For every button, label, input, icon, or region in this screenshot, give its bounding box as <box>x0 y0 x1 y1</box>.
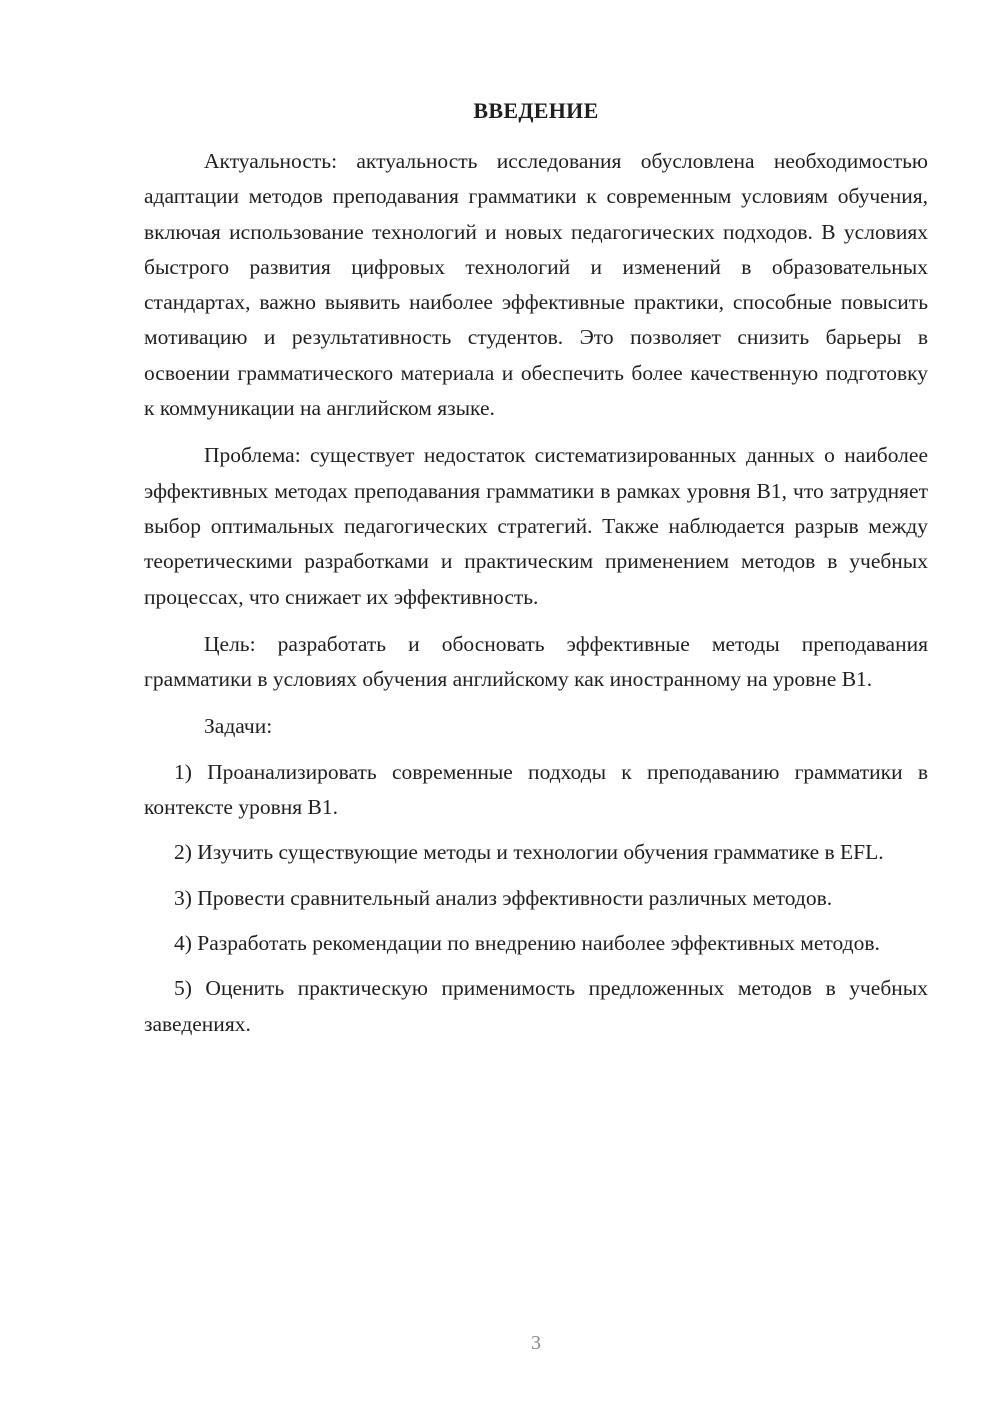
goal-paragraph: Цель: разработать и обосновать эффективные методы преподавания грамматики в условиях обучения английскому как иностранному на уровне B1. <box>144 631 928 692</box>
relevance-paragraph: Актуальность: актуальность исследования обусловлена необходимостью адаптации методов преподавания грамматики к современным условиям обучения, включая использование технологий и новых педагогических подходов. В условиях быстрого развития цифровых технологий и изменений в образовательных стандартах, важно выявить наиболее эффективные практики, способные повысить мотивацию и результативность студентов. Это позволяет снизить барьеры в освоении грамматического материала и обеспечить более качественную подготовку к коммуникации на английском языке. <box>144 149 928 421</box>
task-item: 4) Разработать рекомендации по внедрению наиболее эффективных методов. <box>174 930 880 955</box>
page-number: 3 <box>531 1332 541 1354</box>
problem-paragraph: Проблема: существует недостаток систематизированных данных о наиболее эффективных методах преподавания грамматики в рамках уровня B1, что затрудняет выбор оптимальных педагогических стратегий. Также наблюдается разрыв между теоретическими разработками и практическим применением методов в учебных процессах, что снижает их эффективность. <box>144 443 928 609</box>
tasks-list <box>144 755 928 1042</box>
tasks-heading: Задачи: <box>204 714 273 739</box>
section-title: ВВЕДЕНИЕ <box>473 98 599 123</box>
document-body <box>144 96 928 1042</box>
task-item: 1) Проанализировать современные подходы к преподаванию грамматики в контексте уровня B1. <box>144 759 928 820</box>
task-item: 5) Оценить практическую применимость предложенных методов в учебных заведениях. <box>144 976 928 1036</box>
task-item: 3) Провести сравнительный анализ эффективности различных методов. <box>174 885 833 910</box>
task-item: 2) Изучить существующие методы и технологии обучения грамматике в EFL. <box>174 840 884 865</box>
